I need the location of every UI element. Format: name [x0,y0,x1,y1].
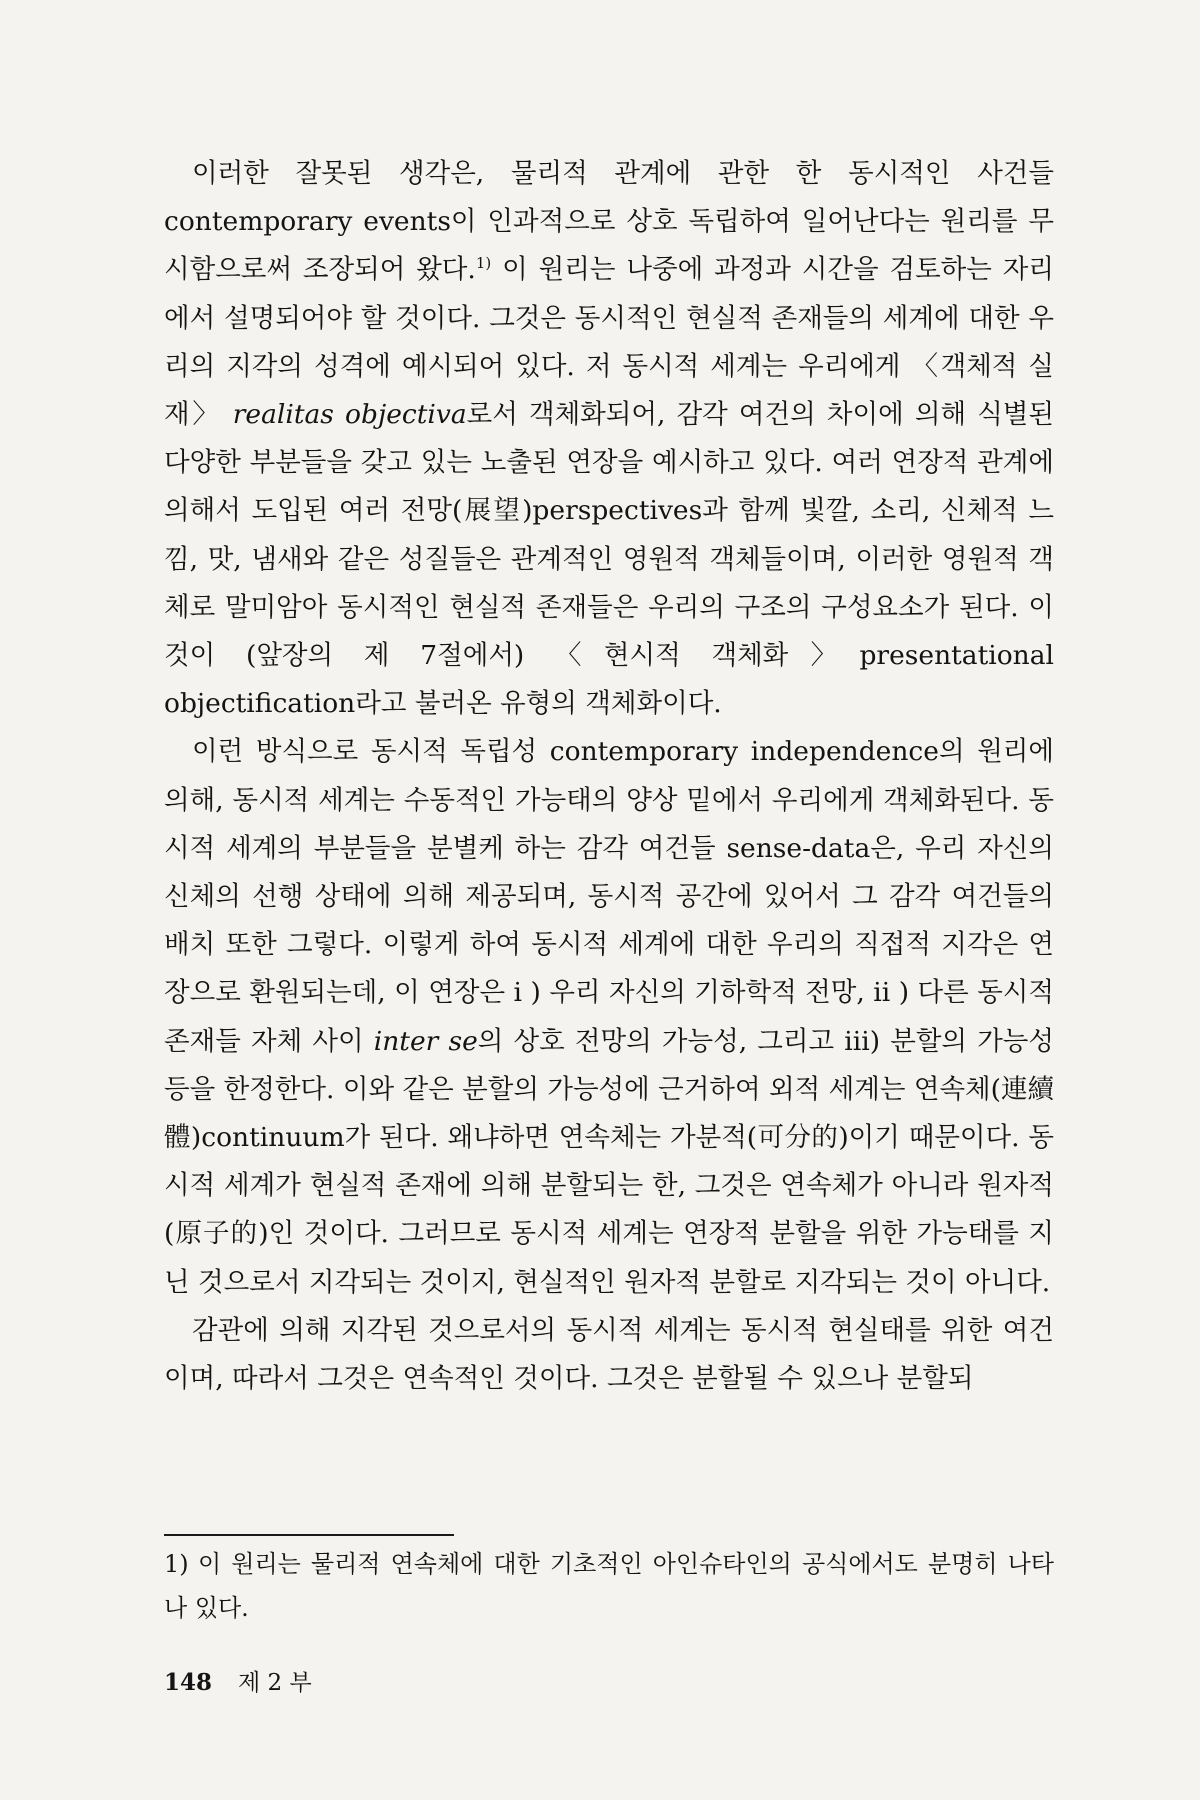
page-number: 148 [164,1669,213,1696]
page-footer [164,1664,312,1697]
paragraph-1 [164,150,1054,728]
text-segment: 감관에 의해 지각된 것으로서의 동시적 세계는 동시적 현실태를 위한 여건이며, 따라서 그것은 연속적인 것이다. 그것은 분할될 수 있으나 분할되 [164,1314,1054,1395]
footnote-marker: 1) [164,1550,189,1578]
footnote-divider [164,1534,454,1536]
latin-term: inter se [373,1025,478,1057]
body-text [164,150,1054,1403]
paragraph-3 [164,1307,1054,1403]
text-segment: 이 원리는 나중에 과정과 시간을 검토하는 자리에서 설명되어야 할 것이다. 그것은 동시적인 현실적 존재들의 세계에 대한 우리의 지각의 성격에 예시되어 있다. 저 동시적 세계는 우리에게 〈객체적 실재〉 [164,254,1054,431]
paragraph-2 [164,728,1054,1306]
text-segment: 이러한 잘못된 생각은, 물리적 관계에 관한 한 동시적인 사건들 contemporary events이 인과적으로 상호 독립하여 일어난다는 원리를 무시함으로써 조장되어 왔다. [164,158,1054,286]
footnote-reference[interactable]: 1) [475,254,492,273]
text-segment: 이런 방식으로 동시적 독립성 contemporary independence의 원리에 의해, 동시적 세계는 수동적인 가능태의 양상 밑에서 우리에게 객체화된다. 동시적 세계의 부분들을 분별케 하는 감각 여건들 sense-data은, 우리 자신의 신체의 선행 상태에 의해 제공되며, 동시적 공간에 있어서 그 감각 여건들의 배치 또한 그렇다. 이렇게 하여 동시적 세계에 대한 우리의 직접적 지각은 연장으로 환원되는데, 이 연장은 i ) 우리 자신의 기하학적 전망, ii ) 다른 동시적 존재들 자체 사이 [164,736,1054,1057]
text-segment: 의 상호 전망의 가능성, 그리고 iii) 분할의 가능성 등을 한정한다. 이와 같은 분할의 가능성에 근거하여 외적 세계는 연속체(連續體)continuum가 된다. 왜냐하면 연속체는 가분적(可分的)이기 때문이다. 동시적 세계가 현실적 존재에 의해 분할되는 한, 그것은 연속체가 아니라 원자적(原子的)인 것이다. 그러므로 동시적 세계는 연장적 분할을 위한 가능태를 지닌 것으로서 지각되는 것이지, 현실적인 원자적 분할로 지각되는 것이 아니다. [164,1025,1055,1298]
footnote [164,1542,1054,1630]
latin-term: realitas objectiva [232,399,467,431]
text-segment: 로서 객체화되어, 감각 여건의 차이에 의해 식별된 다양한 부분들을 갖고 있는 노출된 연장을 예시하고 있다. 여러 연장적 관계에 의해서 도입된 여러 전망(展望)perspectives과 함께 빛깔, 소리, 신체적 느낌, 맛, 냄새와 같은 성질들은 관계적인 영원적 객체들이며, 이러한 영원적 객체로 말미암아 동시적인 현실적 존재들은 우리의 구조의 구성요소가 된다. 이것이 (앞장의 제 7절에서) 〈현시적 객체화〉presentational objectification라고 불러온 유형의 객체화이다. [164,399,1055,720]
section-label: 제 2 부 [238,1670,312,1696]
footnote-text: 이 원리는 물리적 연속체에 대한 기초적인 아인슈타인의 공식에서도 분명히 나타나 있다. [164,1550,1054,1622]
